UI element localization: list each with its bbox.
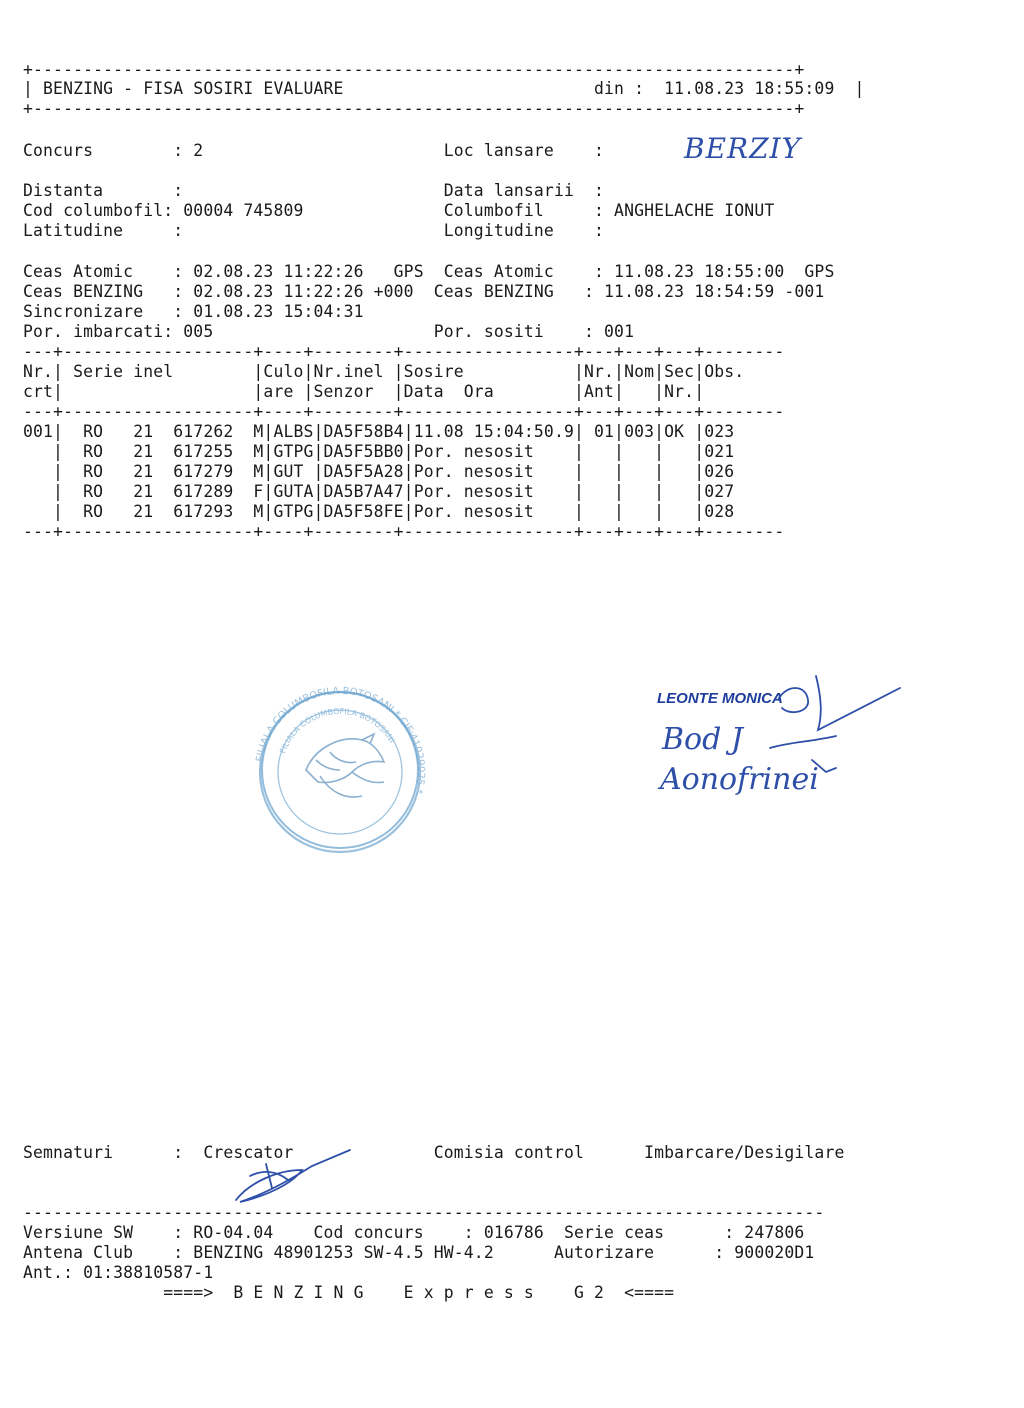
table-row: 001| RO 21 617262 M|ALBS|DA5F58B4|11.08 15:04:50.9| 01|003|OK |023	[23, 422, 735, 441]
sync-row: Sincronizare : 01.08.23 15:04:31	[23, 302, 364, 321]
report-title: | BENZING - FISA SOSIRI EVALUARE din : 11.08.23 18:55:09 |	[23, 79, 865, 98]
antenna-id-row: Ant.: 01:38810587-1	[23, 1263, 214, 1282]
table-border-bottom: ---+-------------------+----+--------+-----------------+---+---+---+--------	[23, 522, 785, 541]
table-header-row-2: crt| |are |Senzor |Data Ora |Ant| |Nr.|	[23, 382, 705, 401]
launch-place-handwriting: BERZIY	[684, 132, 802, 165]
header-border-top: +----------------------------------------------------------------------------+	[23, 60, 805, 79]
atomic-clock-row: Ceas Atomic : 02.08.23 11:22:26 GPS Ceas Atomic : 11.08.23 18:55:00 GPS	[23, 262, 835, 281]
table-header-divider: ---+-------------------+----+--------+-----------------+---+---+---+--------	[23, 402, 785, 421]
header-border-bottom: +----------------------------------------------------------------------------+	[23, 99, 805, 118]
table-row: | RO 21 617255 M|GTPG|DA5F5BB0|Por. nesosit | | | |021	[23, 442, 735, 461]
commission-signature-1: Bod J	[662, 722, 743, 757]
table-header-row-1: Nr.| Serie inel |Culo|Nr.inel |Sosire |Nr.|Nom|Sec|Obs.	[23, 362, 745, 381]
table-border-top: ---+-------------------+----+--------+-----------------+---+---+---+--------	[23, 342, 785, 361]
basketed-row: Por. imbarcati: 005 Por. sositi : 001	[23, 322, 635, 341]
stamp-inner-text: FILIALA COLUMBOFILA BOTOSANI	[278, 706, 397, 755]
distance-row: Distanta : Data lansarii :	[23, 181, 605, 200]
benzing-express-banner: ====> B E N Z I N G E x p r e s s G 2 <====	[23, 1283, 675, 1302]
fancier-code-row: Cod columbofil: 00004 745809 Columbofil : ANGHELACHE IONUT	[23, 201, 775, 220]
benzing-clock-row: Ceas BENZING : 02.08.23 11:22:26 +000 Ceas BENZING : 11.08.23 18:54:59 -001	[23, 282, 825, 301]
antenna-row: Antena Club : BENZING 48901253 SW-4.5 HW-4.2 Autorizare : 900020D1	[23, 1243, 815, 1262]
software-version-row: Versiune SW : RO-04.04 Cod concurs : 016786 Serie ceas : 247806	[23, 1223, 805, 1242]
table-row: | RO 21 617289 F|GUTA|DA5B7A47|Por. nesosit | | | |027	[23, 482, 735, 501]
table-row: | RO 21 617293 M|GTPG|DA5F58FE|Por. nesosit | | | |028	[23, 502, 735, 521]
commission-stamp-name: LEONTE MONICA	[657, 690, 783, 707]
stamp-outer-text: FILIALA COLUMBOFILA BOTOSANI * CIF:41029025 *	[254, 685, 427, 795]
table-row: | RO 21 617279 M|GUT |DA5F5A28|Por. nesosit | | | |026	[23, 462, 735, 481]
signatures-row: Semnaturi : Crescator Comisia control Imbarcare/Desigilare	[23, 1143, 845, 1162]
commission-signature-2: Aonofrinei	[660, 762, 819, 797]
footer-divider: --------------------------------------------------------------------------------	[23, 1203, 825, 1222]
coordinates-row: Latitudine : Longitudine :	[23, 221, 605, 240]
contest-row: Concurs : 2 Loc lansare :	[23, 141, 605, 160]
